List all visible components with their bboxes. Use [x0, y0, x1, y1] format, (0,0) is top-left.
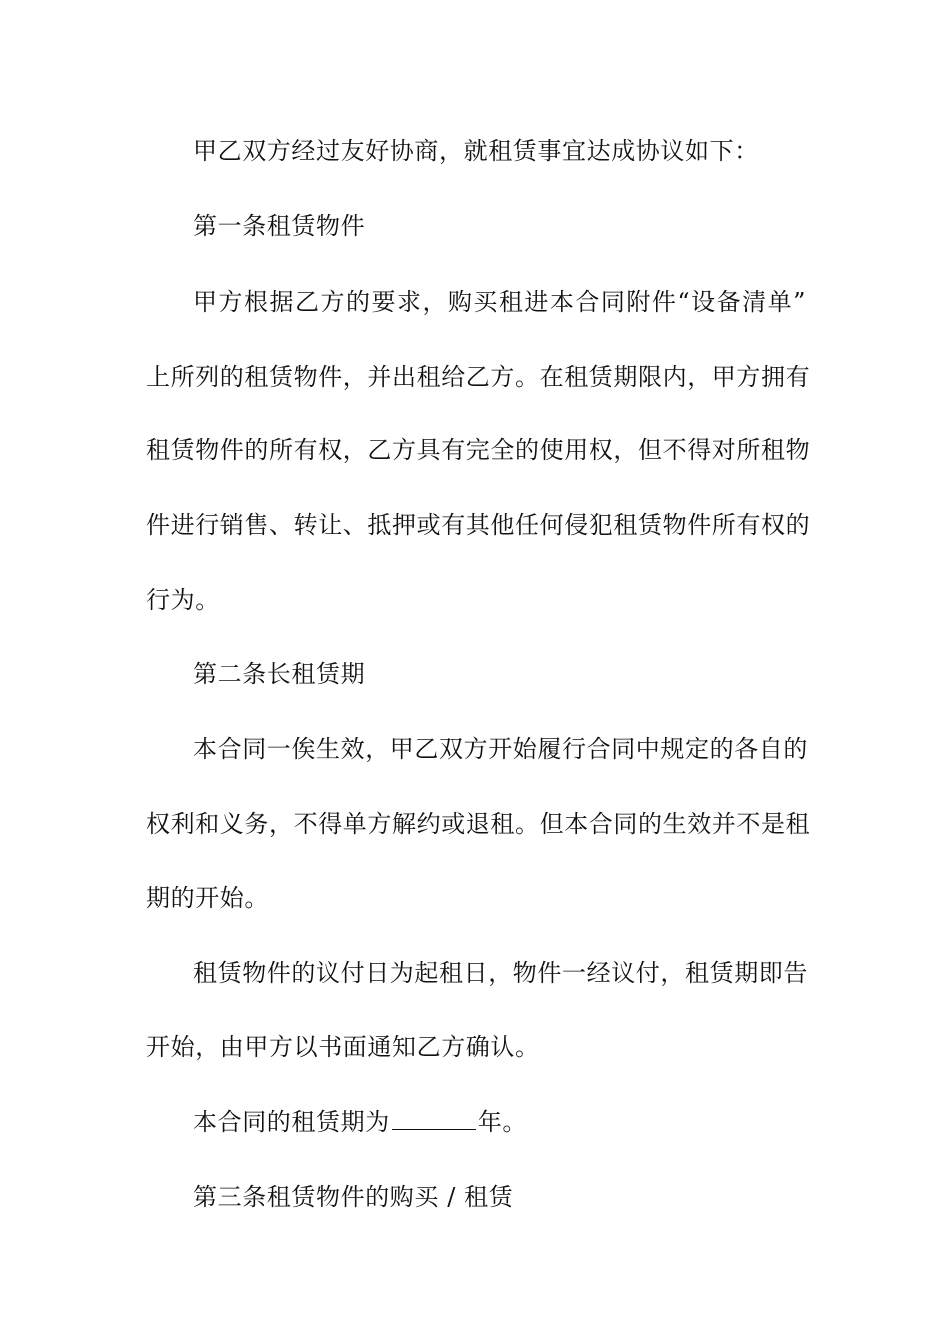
article-1-line-4: 件进行销售、转让、抵押或有其他任何侵犯租赁物件所有权的 — [146, 511, 811, 539]
lease-term-line — [193, 1102, 806, 1142]
article-2-para-1-line-3: 期的开始。 — [146, 884, 269, 912]
article-2-para-2-line-2: 开始，由甲方以书面通知乙方确认。 — [146, 1033, 540, 1061]
intro-paragraph: 甲乙双方经过友好协商，就租赁事宜达成协议如下： — [193, 137, 759, 165]
article-1-heading: 第一条租赁物件 — [193, 212, 366, 240]
article-1-line-2: 上所列的租赁物件，并出租给乙方。在租赁期限内，甲方拥有 — [146, 363, 811, 391]
lease-term-prefix: 本合同的租赁期为 — [193, 1108, 390, 1136]
article-1-line-3: 租赁物件的所有权，乙方具有完全的使用权，但不得对所租物 — [146, 436, 811, 464]
lease-term-blank[interactable] — [392, 1105, 476, 1130]
lease-term-suffix: 年。 — [477, 1108, 528, 1136]
article-2-para-1-line-1: 本合同一俟生效，甲乙双方开始履行合同中规定的各自的 — [193, 735, 808, 763]
article-2-para-2-line-1: 租赁物件的议付日为起租日，物件一经议付，租赁期即告 — [193, 959, 808, 987]
article-1-line-5: 行为。 — [146, 586, 220, 614]
article-2-heading: 第二条长租赁期 — [193, 660, 366, 688]
article-2-para-1-line-2: 权利和义务，不得单方解约或退租。但本合同的生效并不是租 — [146, 810, 811, 838]
article-3-heading: 第三条租赁物件的购买 / 租赁 — [193, 1183, 514, 1211]
article-1-line-1: 甲方根据乙方的要求，购买租进本合同附件“设备清单” — [193, 288, 806, 316]
